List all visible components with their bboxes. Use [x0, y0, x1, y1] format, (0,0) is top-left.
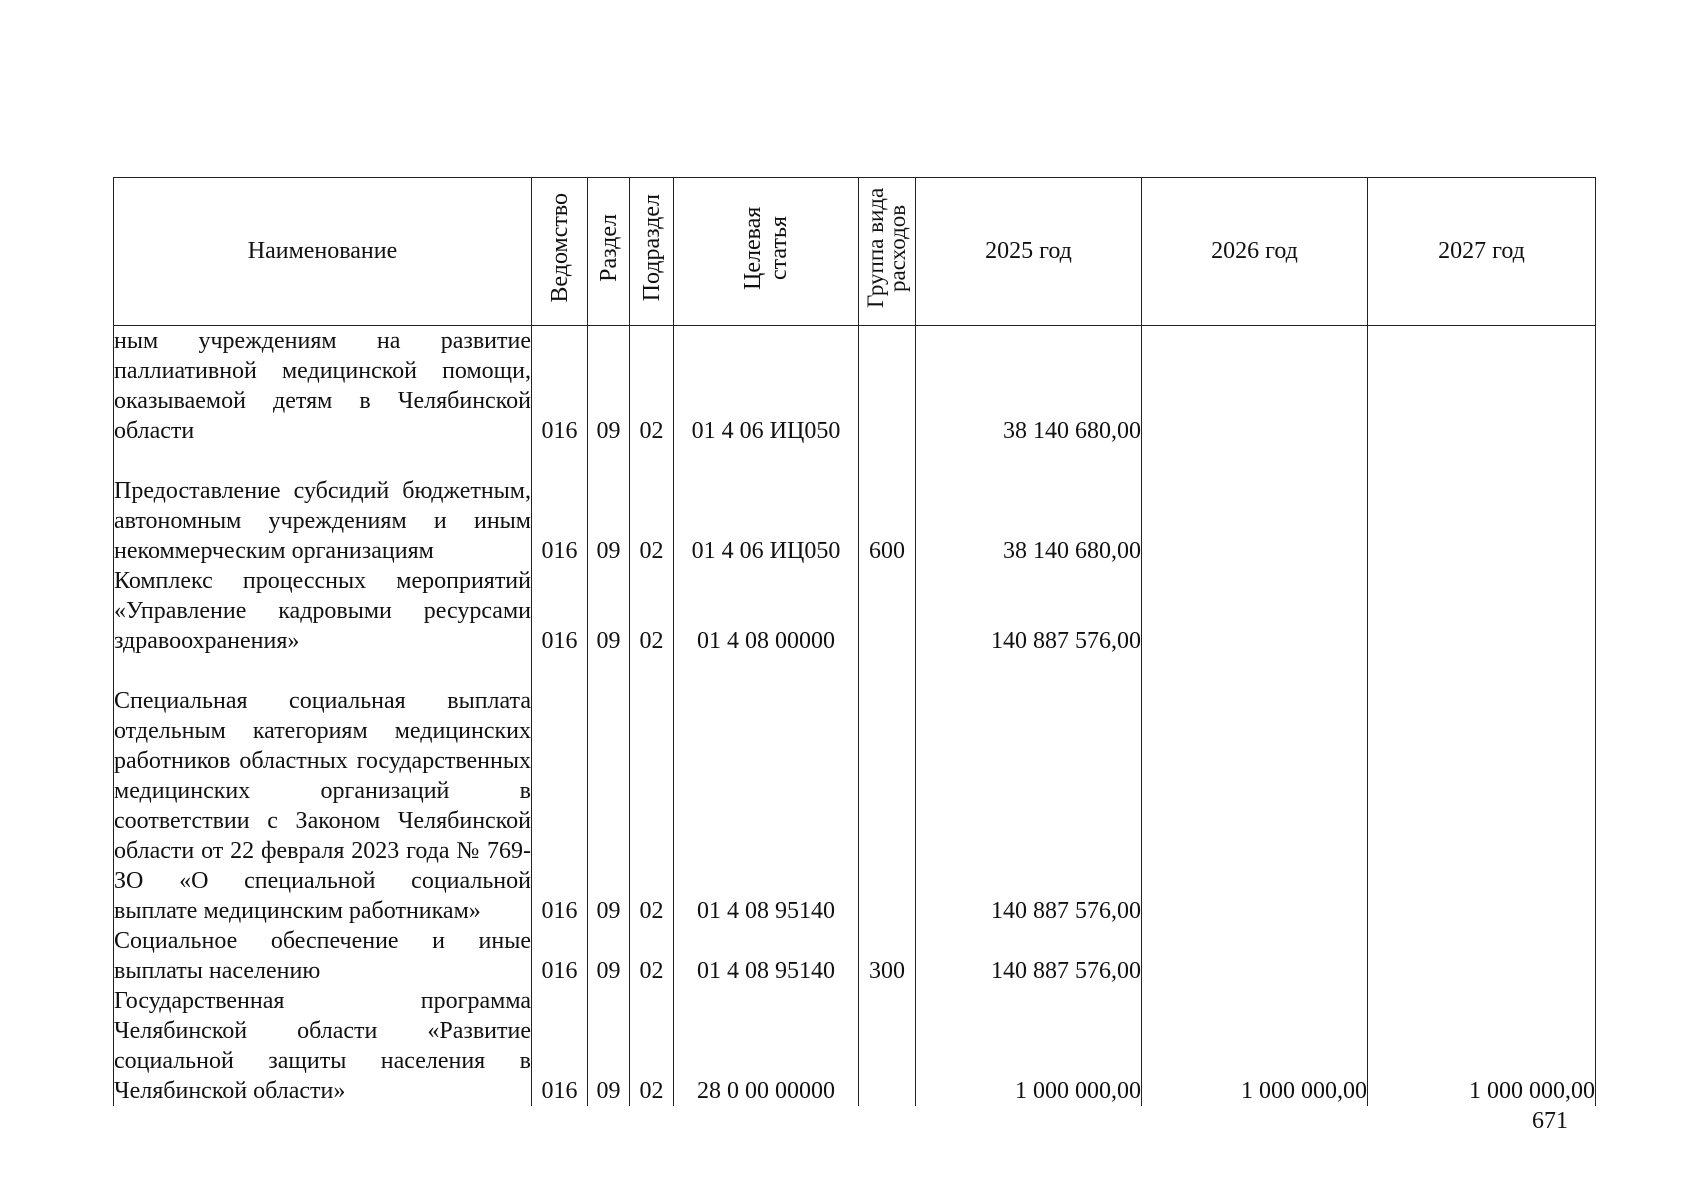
row-section: 09 [588, 926, 630, 986]
table-row [114, 566, 1596, 656]
row-2027 [1368, 566, 1596, 656]
row-2027 [1368, 326, 1596, 447]
row-subsection: 02 [630, 326, 674, 447]
row-group: 600 [859, 446, 916, 566]
table-row [114, 926, 1596, 986]
row-2026 [1142, 926, 1368, 986]
row-section: 09 [588, 566, 630, 656]
row-subsection: 02 [630, 986, 674, 1106]
row-dept: 016 [532, 656, 588, 926]
row-name: Комплекс процессных мероприятий «Управление кадровыми ресурсами здравоохранения» [114, 568, 531, 654]
row-2025: 38 140 680,00 [916, 446, 1142, 566]
row-name: Предоставление субсидий бюджетным, автономным учреждениям и иным некоммерческим организациям [114, 446, 532, 566]
row-group [859, 656, 916, 926]
row-subsection: 02 [630, 446, 674, 566]
row-dept: 016 [532, 446, 588, 566]
header-name: Наименование [114, 178, 532, 326]
row-target: 01 4 08 95140 [674, 656, 859, 926]
row-name: Государственная программа Челябинской области «Развитие социальной защиты населения в Челябинской области» [114, 988, 531, 1104]
table-row [114, 986, 1596, 1106]
row-subsection: 02 [630, 656, 674, 926]
header-subsection: Подраздел [630, 178, 674, 326]
table-row [114, 326, 1596, 447]
row-2025: 140 887 576,00 [916, 656, 1142, 926]
row-group: 300 [859, 926, 916, 986]
header-2027: 2027 год [1368, 178, 1596, 326]
header-2026: 2026 год [1142, 178, 1368, 326]
row-name: Социальное обеспечение и иные выплаты населению [114, 928, 531, 984]
row-section: 09 [588, 326, 630, 447]
row-2025: 1 000 000,00 [916, 986, 1142, 1106]
page-number: 671 [1532, 1108, 1568, 1134]
row-target: 28 0 00 00000 [674, 986, 859, 1106]
row-group [859, 986, 916, 1106]
row-subsection: 02 [630, 926, 674, 986]
row-2027 [1368, 656, 1596, 926]
header-group: Группа вида расходов [859, 178, 916, 326]
row-2027: 1 000 000,00 [1368, 986, 1596, 1106]
row-subsection: 02 [630, 566, 674, 656]
row-section: 09 [588, 446, 630, 566]
budget-table [113, 177, 1596, 1106]
header-2025: 2025 год [916, 178, 1142, 326]
row-dept: 016 [532, 926, 588, 986]
header-target: Целевая статья [674, 178, 859, 326]
row-target: 01 4 06 ИЦ050 [674, 326, 859, 447]
row-2027 [1368, 926, 1596, 986]
row-2026 [1142, 566, 1368, 656]
row-name: ным учреждениям на развитие паллиативной медицинской помощи, оказываемой детям в Челябинской области [114, 326, 532, 447]
header-section: Раздел [588, 178, 630, 326]
row-target: 01 4 08 95140 [674, 926, 859, 986]
row-2026 [1142, 656, 1368, 926]
row-group [859, 566, 916, 656]
row-group [859, 326, 916, 447]
row-2026 [1142, 446, 1368, 566]
row-section: 09 [588, 656, 630, 926]
row-2026: 1 000 000,00 [1142, 986, 1368, 1106]
row-2027 [1368, 446, 1596, 566]
row-section: 09 [588, 986, 630, 1106]
row-dept: 016 [532, 986, 588, 1106]
header-row [114, 178, 1596, 326]
table-row [114, 446, 1596, 566]
row-2025: 38 140 680,00 [916, 326, 1142, 447]
row-2025: 140 887 576,00 [916, 566, 1142, 656]
row-dept: 016 [532, 326, 588, 447]
row-name: Специальная социальная выплата отдельным категориям медицинских работников областных государственных медицинских организаций в соответствии с Законом Челябинской области от 22 февраля 2023 года № 769-ЗО «О специальной социальной выплате медицинским работникам» [114, 656, 532, 926]
row-target: 01 4 08 00000 [674, 566, 859, 656]
table-row [114, 656, 1596, 926]
row-2026 [1142, 326, 1368, 447]
header-dept: Ведомство [532, 178, 588, 326]
row-dept: 016 [532, 566, 588, 656]
row-target: 01 4 06 ИЦ050 [674, 446, 859, 566]
row-2025: 140 887 576,00 [916, 926, 1142, 986]
